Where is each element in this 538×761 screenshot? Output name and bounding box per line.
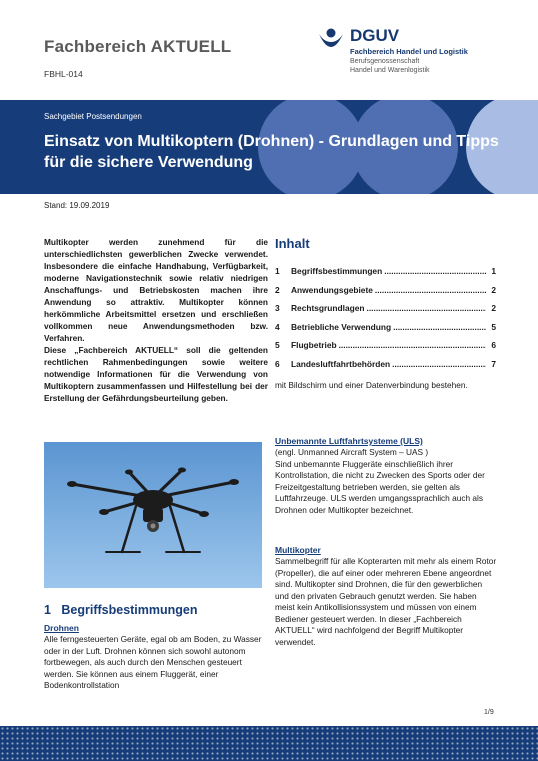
subject-area: Sachgebiet Postsendungen bbox=[44, 112, 142, 121]
section-number: 1 bbox=[44, 603, 51, 617]
toc-leader bbox=[392, 359, 486, 369]
stand-date: Stand: 19.09.2019 bbox=[44, 201, 110, 210]
intro-text bbox=[44, 236, 268, 404]
section-1-heading bbox=[44, 603, 198, 617]
logo-name: DGUV bbox=[350, 26, 400, 45]
logo-line-3: Handel und Warenlogistik bbox=[350, 67, 430, 74]
toc-page: 2 bbox=[491, 284, 496, 295]
logo-line-2: Berufsgenossenschaft bbox=[350, 58, 420, 65]
toc-leader bbox=[393, 322, 486, 332]
toc-leader bbox=[367, 303, 486, 313]
drone-photo bbox=[44, 442, 262, 588]
table-of-contents bbox=[275, 266, 496, 377]
toc-entry[interactable] bbox=[275, 266, 496, 285]
toc-number: 5 bbox=[275, 340, 280, 350]
toc-entry[interactable] bbox=[275, 303, 496, 322]
continuation-text: mit Bildschirm und einer Datenverbindung bestehen. bbox=[275, 380, 468, 390]
toc-leader bbox=[339, 340, 486, 350]
toc-title: Flugbetrieb bbox=[291, 340, 337, 350]
drohnen-text: Alle ferngesteuerten Geräte, egal ob am Boden, zu Wasser oder in der Luft. Drohnen können sich sowohl autonom fortbewegen, als auch durch den Menschen gesteuert werden. Sie können aus einem Fluggerät, einer Bodenkontrollstation bbox=[44, 634, 262, 690]
section-title: Begriffsbestimmungen bbox=[61, 603, 198, 617]
toc-number: 1 bbox=[275, 266, 280, 276]
uls-subtitle: (engl. Unmanned Aircraft System – UAS ) bbox=[275, 447, 429, 457]
toc-page: 2 bbox=[491, 303, 496, 313]
uls-block bbox=[275, 447, 497, 516]
toc-page: 1 bbox=[491, 266, 496, 276]
uls-text: Sind unbemannte Fluggeräte einschließlich ihrer Kontrollstation, die nicht zu Zwecken des Sports oder der Freizeitgestaltung betrieben werden, sie gelten als Luftfahrzeuge. ULS werden umgangssprachlich auch als Drohnen oder Multikopter bezeichnet. bbox=[275, 458, 485, 515]
drohnen-heading: Drohnen bbox=[44, 623, 79, 633]
toc-leader bbox=[375, 285, 486, 295]
toc-title: Landesluftfahrtbehörden bbox=[291, 358, 391, 369]
page-number: 1/9 bbox=[484, 709, 494, 716]
logo-department: Fachbereich Handel und Logistik bbox=[350, 47, 468, 56]
toc-number: 3 bbox=[275, 303, 280, 313]
toc-title: Betriebliche Verwendung bbox=[291, 321, 392, 332]
toc-page: 7 bbox=[491, 358, 496, 369]
dguv-emblem-icon bbox=[316, 26, 346, 56]
toc-title: Begriffsbestimmungen bbox=[291, 266, 383, 276]
toc-entry[interactable] bbox=[275, 322, 496, 341]
document-code: FBHL-014 bbox=[44, 69, 83, 79]
toc-title: Rechtsgrundlagen bbox=[291, 303, 365, 313]
multikopter-heading: Multikopter bbox=[275, 545, 321, 555]
toc-title: Anwendungsgebiete bbox=[291, 284, 373, 295]
dguv-logo bbox=[316, 26, 526, 86]
toc-entry[interactable] bbox=[275, 359, 496, 378]
uls-heading: Unbemannte Luftfahrtsysteme (ULS) bbox=[275, 436, 423, 446]
title-banner bbox=[0, 100, 538, 194]
document-title: Einsatz von Multikoptern (Drohnen) - Grundlagen und Tipps für die sichere Verwendung bbox=[44, 133, 499, 171]
multikopter-text: Sammelbegriff für alle Kopterarten mit mehr als einem Rotor (Propeller), die auf einer oder mehreren Ebene angeordnet sind. Multikopter sind Drohnen, die für den gewerblichen und den privaten Gebrauch genutzt werden. Sie haben meist kein Antikollisionssystem und müssen von einem Bediener gesteuert werden. In dieser „Fachbereich AKTUELL“ wird nachfolgend der Begriff Multikopter verwendet. bbox=[275, 556, 497, 647]
toc-page: 5 bbox=[491, 321, 496, 332]
toc-number: 2 bbox=[275, 284, 280, 295]
toc-entry[interactable] bbox=[275, 340, 496, 359]
toc-heading: Inhalt bbox=[275, 236, 310, 251]
series-title: Fachbereich AKTUELL bbox=[44, 37, 232, 56]
toc-page: 6 bbox=[491, 340, 496, 350]
intro-paragraph-1: Multikopter werden zunehmend für die unterschiedlichsten gewerblichen Zwecke verwendet. Insbesondere die einfache Handhabung, Verfügbarkeit, moderne Navigationstechnik sowie relativ niedrigen Anschaffungs- und Betriebskosten machen ihre Anwendung so attraktiv. Multikopter können herkömmliche Arbeitsmittel ersetzen und erschließen vollkommen neue Anwendungsmethoden bzw. Verfahren. bbox=[44, 237, 268, 343]
toc-number: 4 bbox=[275, 321, 280, 332]
toc-entry[interactable] bbox=[275, 285, 496, 304]
intro-paragraph-2: Diese „Fachbereich AKTUELL“ soll die geltenden rechtlichen Rahmenbedingungen sowie weitere notwendige Informationen für die Verwendung von Multikoptern zusammenfassen und Hilfestellung bei der Erstellung der Gefährdungsbeurteilung geben. bbox=[44, 345, 268, 403]
toc-number: 6 bbox=[275, 358, 280, 369]
footer-band bbox=[0, 726, 538, 761]
toc-leader bbox=[384, 266, 486, 276]
